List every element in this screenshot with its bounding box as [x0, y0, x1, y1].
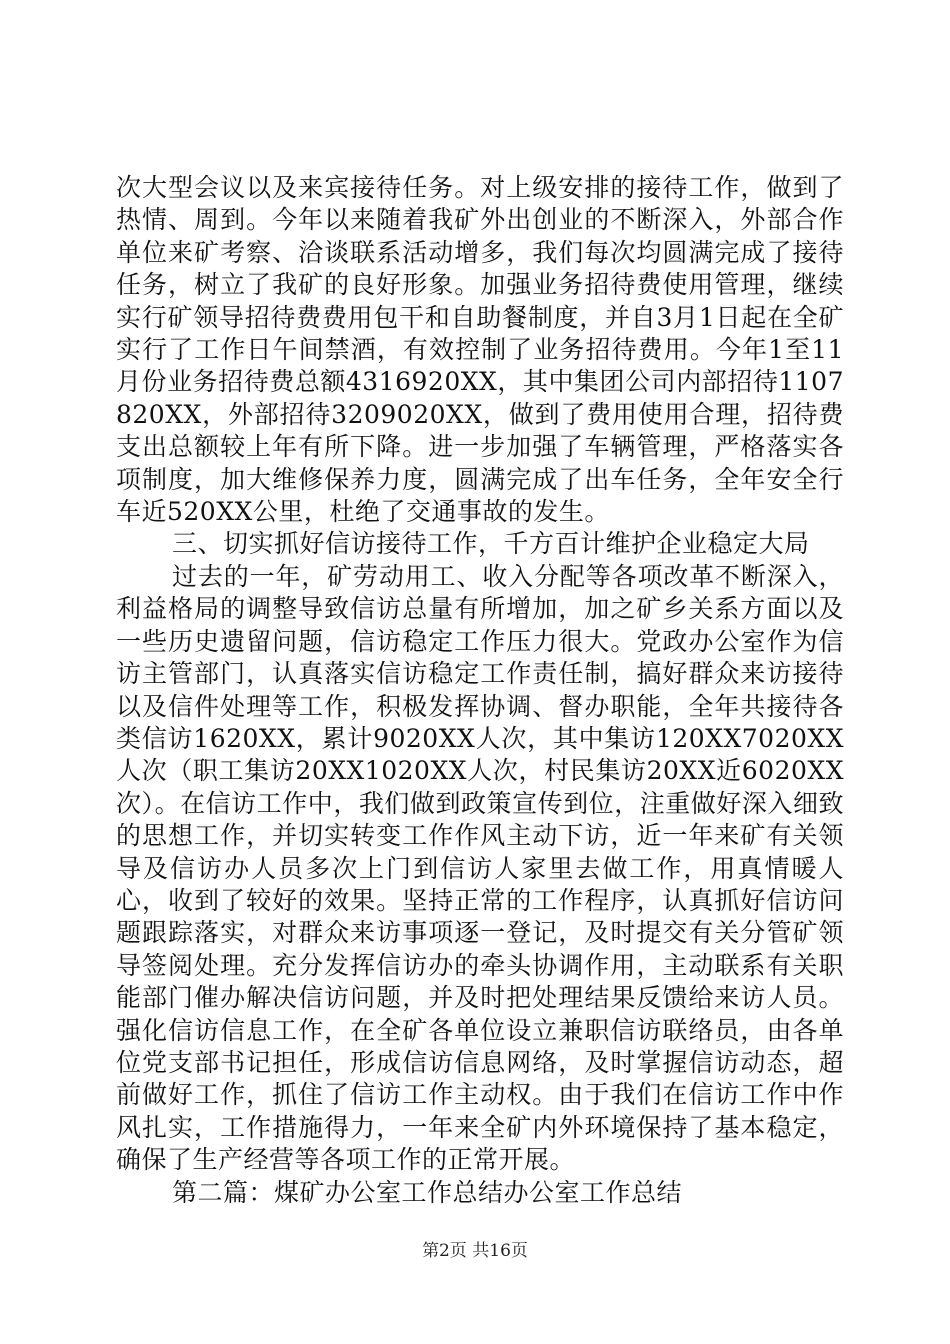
page-number-footer: 第2页 共16页	[422, 1241, 528, 1261]
paragraph-reception-work: 次大型会议以及来宾接待任务。对上级安排的接待工作，做到了热情、周到。今年以来随着我矿外出创业的不断深入，外部合作单位来矿考察、洽谈联系活动增多，我们每次均圆满完成了接待任务，树立了我矿的良好形象。加强业务招待费使用管理，继续实行矿领导招待费费用包干和自助餐制度，并自3月1日起在全矿实行了工作日午间禁酒，有效控制了业务招待费用。今年1至11月份业务招待费总额4316920XX，其中集团公司内部招待1107820XX，外部招待3209020XX，做到了费用使用合理，招待费支出总额较上年有所下降。进一步加强了车辆管理，严格落实各项制度，加大维修保养力度，圆满完成了出车任务，全年安全行车近520XX公里，杜绝了交通事故的发生。	[116, 173, 844, 527]
document-body	[116, 172, 844, 1209]
chapter-heading-second: 第二篇：煤矿办公室工作总结办公室工作总结	[172, 1177, 683, 1207]
paragraph-petition-work: 过去的一年，矿劳动用工、收入分配等各项改革不断深入，利益格局的调整导致信访总量有所增加，加之矿乡关系方面以及一些历史遗留问题，信访稳定工作压力很大。党政办公室作为信访主管部门，认真落实信访稳定工作责任制，搞好群众来访接待以及信件处理等工作，积极发挥协调、督办职能，全年共接待各类信访1620XX，累计9020XX人次，其中集访120XX7020XX人次（职工集访20XX1020XX人次，村民集访20XX近6020XX次）。在信访工作中，我们做到政策宣传到位，注重做好深入细致的思想工作，并切实转变工作作风主动下访，近一年来矿有关领导及信访办人员多次上门到信访人家里去做工作，用真情暖人心，收到了较好的效果。坚持正常的工作程序，认真抓好信访问题跟踪落实，对群众来访事项逐一登记，及时提交有关分管矿领导签阅处理。充分发挥信访办的牵头协调作用，主动联系有关职能部门催办解决信访问题，并及时把处理结果反馈给来访人员。强化信访信息工作，在全矿各单位设立兼职信访联络员，由各单位党支部书记担任，形成信访信息网络，及时掌握信访动态，超前做好工作，抓住了信访工作主动权。由于我们在信访工作中作风扎实，工作措施得力，一年来全矿内外环境保持了基本稳定，确保了生产经营等各项工作的正常开展。	[116, 561, 844, 1175]
section-heading-petition: 三、切实抓好信访接待工作，千方百计维护企业稳定大局	[172, 529, 810, 559]
